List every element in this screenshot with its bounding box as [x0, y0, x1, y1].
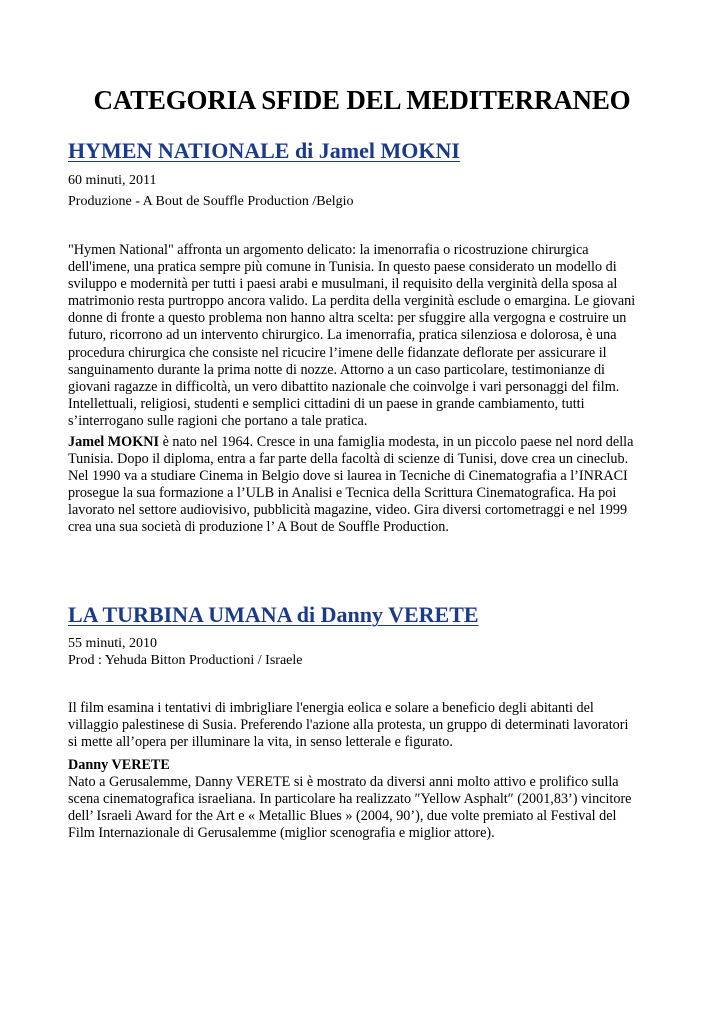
- synopsis-line: Il film esamina i tentativi di imbrigliare l'energia eolica e solare a beneficio degli abitanti del: [68, 700, 594, 716]
- film-1-title-link[interactable]: HYMEN NATIONALE di Jamel MOKNI: [68, 138, 460, 163]
- bio-line: crea una sua società di produzione l’ A Bout de Souffle Production.: [68, 519, 449, 536]
- film-1-production: Produzione - A Bout de Souffle Production /Belgio: [68, 194, 354, 209]
- bio-line: Tunisia. Dopo il diploma, entra a far parte della facoltà di scienze di Tunisi, dove crea un cineclub.: [68, 451, 629, 468]
- film-2-director-bio: [68, 757, 658, 842]
- bio-line: Nel 1990 va a studiare Cinema in Belgio dove si laurea in Tecniche di Cinematografia a l’INRACI: [68, 468, 628, 485]
- bio-line: dell’ Israeli Award for the Art e « Metallic Blues » (2004, 90’), due volte premiato al Festival del: [68, 808, 617, 825]
- film-2-synopsis: [68, 700, 658, 751]
- bio-line: Film Internazionale di Gerusalemme (miglior scenografia e miglior attore).: [68, 825, 495, 842]
- film-2-title: [68, 601, 479, 629]
- bio-line: lavorato nel settore audiovisivo, pubblicità magazine, video. Gira diversi cortometraggi e nel 1999: [68, 502, 628, 519]
- synopsis-line: Intellettuali, religiosi, studenti e semplici cittadini di un paese in grande cambiamento, tutti: [68, 395, 585, 412]
- synopsis-line: dell'imene, una pratica sempre più comune in Tunisia. In questo paese considerato un modello di: [68, 259, 617, 276]
- bio-line-rest: è nato nel 1964. Cresce in una famiglia modesta, in un piccolo paese nel nord della: [159, 434, 634, 450]
- synopsis-line: sviluppo e modernità per tutti i paesi arabi e musulmani, il requisito della verginità della sposa al: [68, 276, 618, 293]
- film-2-duration: 55 minuti, 2010: [68, 636, 158, 651]
- synopsis-line: giovani ragazze in difficoltà, un vero dibattito nazionale che coinvolge i vari personaggi del film.: [68, 378, 620, 395]
- synopsis-line: matrimonio resta purtroppo ancora valido. La perdita della verginità esclude o emargina. Le giovani: [68, 293, 636, 310]
- film-2-production: Prod : Yehuda Bitton Productioni / Israele: [68, 653, 303, 668]
- director-name: Jamel MOKNI: [68, 434, 160, 450]
- synopsis-line: villaggio palestinese di Susia. Preferendo l'azione alla protesta, un gruppo di determinati lavoratori: [68, 717, 629, 734]
- bio-line: prosegue la sua formazione a l’ULB in Analisi e Tecnica della Scrittura Cinematografica. Ha poi: [68, 485, 617, 502]
- synopsis-line: s’interrogano sulle ragioni che portano a tale pratica.: [68, 412, 368, 429]
- film-1-synopsis: [68, 242, 658, 430]
- bio-line: [68, 434, 658, 451]
- synopsis-line: futuro, ricorrono ad un intervento chirurgico. La imenorrafia, pratica silenziosa e dolorosa, è una: [68, 327, 617, 344]
- synopsis-line: si mette all’opera per illuminare la vita, in senso letterale e figurato.: [68, 734, 453, 751]
- film-2-title-link[interactable]: LA TURBINA UMANA di Danny VERETE: [68, 602, 479, 627]
- director-name: Danny VERETE: [68, 757, 170, 773]
- synopsis-line: procedura chirurgica che consiste nel ricucire l’imene delle fidanzate deflorate per assicurare il: [68, 344, 607, 361]
- film-1-director-bio: [68, 434, 658, 537]
- page-title: CATEGORIA SFIDE DEL MEDITERRANEO: [93, 85, 631, 115]
- film-1-title: [68, 137, 460, 165]
- synopsis-line: "Hymen National" affronta un argomento delicato: la imenorrafia o ricostruzione chirurgica: [68, 242, 589, 258]
- bio-line: Nato a Gerusalemme, Danny VERETE si è mostrato da diversi anni molto attivo e prolifico sulla: [68, 774, 619, 791]
- synopsis-line: sanguinamento durante la prima notte di nozze. Attorno a un caso particolare, testimonianze di: [68, 361, 605, 378]
- synopsis-line: donne di fronte a questo problema non hanno altra scelta: per sfuggire alla vergogna e costruire un: [68, 310, 627, 327]
- film-1-duration: 60 minuti, 2011: [68, 173, 157, 188]
- bio-line: scena cinematografica israeliana. In particolare ha realizzato ″Yellow Asphalt″ (2001,83’) vincitore: [68, 791, 632, 808]
